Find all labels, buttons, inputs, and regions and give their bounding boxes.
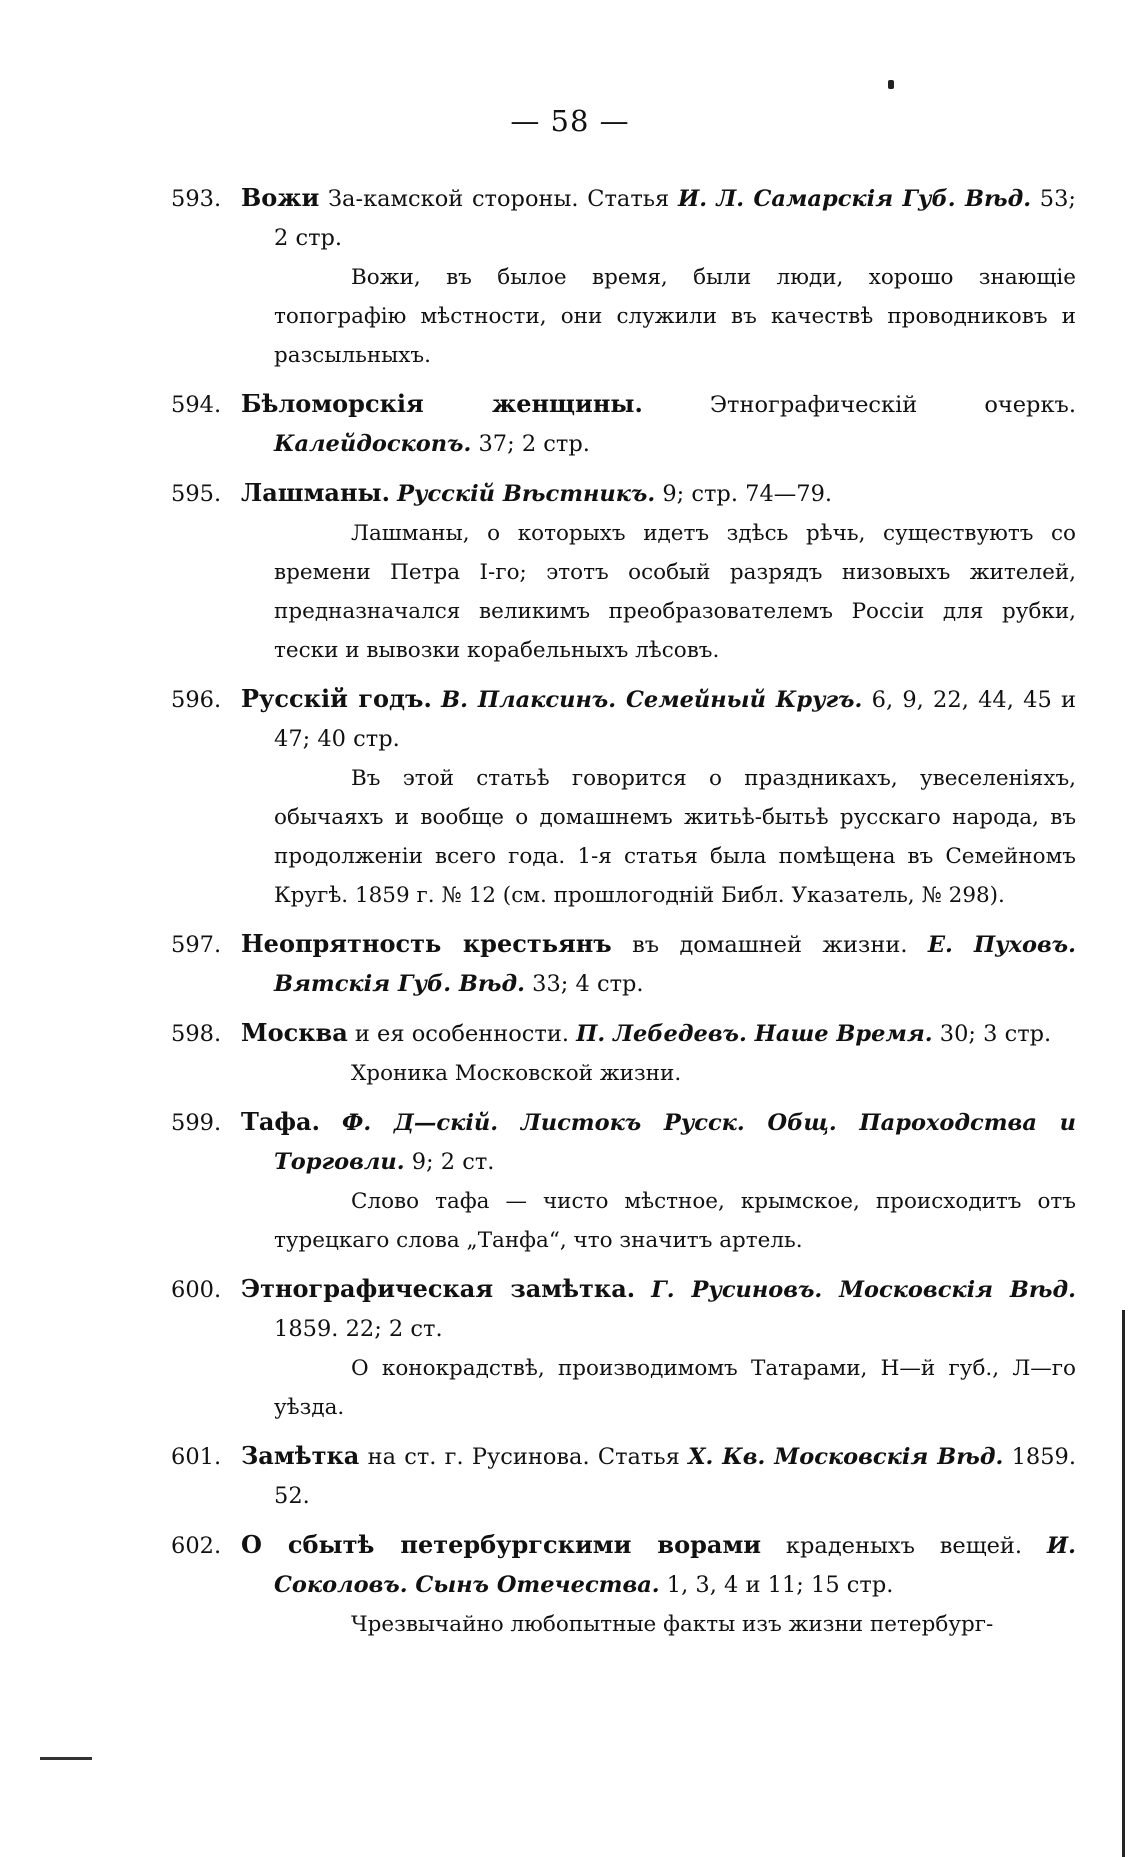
entry-number: 594. [171,392,222,418]
entry-source: Х. Кв. Московскія Вѣд. [688,1444,1004,1470]
entry-text [320,1110,342,1136]
entry-title: Бѣломорскія женщины. [241,389,643,418]
entry-text: краденыхъ вещей. [761,1533,1047,1559]
entry-title: О сбытѣ петербургскими ворами [241,1530,762,1559]
entry-details: 30; 3 стр. [932,1021,1052,1047]
entry-title: Вожи [241,183,320,212]
entry-number: 602. [171,1533,222,1559]
entry-text: на ст. г. Русинова. Статья [359,1444,689,1470]
entry-number: 597. [171,932,222,958]
entry-details: 1859. 22; 2 ст. [274,1316,443,1342]
scan-corner-mark [40,1757,92,1760]
entry-source: Ф. Д—скій. Листокъ Русск. Общ. Пароходства и Торговли. [274,1110,1076,1175]
entry-citation [171,1436,1076,1516]
entry-citation [171,473,1076,514]
entry-source: И. Л. Самарскія Губ. Вѣд. [677,186,1032,212]
entry-annotation: Хроника Московской жизни. [351,1061,682,1086]
entry-citation [171,924,1076,1004]
entry-citation [171,1269,1076,1349]
entry-number: 600. [171,1277,222,1303]
entry-source: П. Лебедевъ. Наше Время. [576,1021,933,1047]
entry-annotation: О конокрадствѣ, производимомъ Татарами, Н—й губ., Л—го уѣзда. [274,1356,1076,1420]
entry-source: В. Плаксинъ. Семейный Кругъ. [441,687,863,713]
entry-title: Лашманы. [241,478,390,507]
scan-edge-rule [1122,1310,1125,1857]
entry-details: 9; стр. 74—79. [655,481,833,507]
entry-number: 596. [171,687,222,713]
entry-title: Неопрятность крестьянъ [241,929,612,958]
entry-source: Русскій Вѣстникъ. [397,481,656,507]
entry-details: 53; 2 стр. [274,186,1076,251]
entry-text: Этнографическій очеркъ. [642,392,1076,418]
entry-source: Калейдоскопъ. [274,431,472,457]
entry-citation [171,384,1076,464]
bibliography-entry [171,384,1076,464]
entry-annotation: Чрезвычайно любопытные факты изъ жизни петербург- [351,1612,994,1637]
entry-number: 601. [171,1444,222,1470]
entry-number: 598. [171,1021,222,1047]
entry-details: 1859. 52. [274,1444,1076,1509]
ink-speck [888,80,894,89]
bibliography-entry [171,1013,1076,1093]
bibliography-entry [171,473,1076,670]
entry-annotation: Слово тафа — чисто мѣстное, крымское, происходитъ отъ турецкаго слова „Танфа“, что значитъ артель. [274,1189,1076,1253]
entry-title: Этнографическая замѣтка. [241,1274,636,1303]
entry-details: 37; 2 стр. [471,431,590,457]
bibliography-entry [171,1102,1076,1260]
entry-citation [171,178,1076,258]
entry-source: Е. Пуховъ. Вятскія Губ. Вѣд. [274,932,1076,997]
entry-citation [171,1013,1076,1054]
entry-text: въ домашней жизни. [611,932,928,958]
entry-title: Тафа. [241,1107,320,1136]
entry-number: 595. [171,481,222,507]
entry-details: 6, 9, 22, 44, 45 и 47; 40 стр. [274,687,1077,752]
entry-title: Замѣтка [241,1441,360,1470]
entry-citation [171,1525,1076,1605]
entry-text: За-камской стороны. Статья [319,186,678,212]
entry-text [635,1277,651,1303]
entry-number: 593. [171,186,222,212]
entry-title: Москва [241,1018,348,1047]
page-number: — 58 — [510,104,630,138]
entry-details: 33; 4 стр. [524,971,644,997]
entry-details: 9; 2 ст. [404,1149,495,1175]
entry-details: 1, 3, 4 и 11; 15 стр. [659,1572,894,1598]
entry-annotation: Въ этой статьѣ говорится о праздникахъ, увеселеніяхъ, обычаяхъ и вообще о домашнемъ житьѣ-бытьѣ русскаго народа, въ продолженіи всего года. 1-я статья была помѣщена въ Семейномъ Кругѣ. 1859 г. № 12 (см. прошлогодній Библ. Указатель, № 298). [274,766,1076,908]
entry-text: и ея особенности. [347,1021,577,1047]
entry-list [171,178,1076,1653]
entry-citation [171,1102,1076,1182]
bibliography-entry [171,1269,1076,1427]
bibliography-entry [171,924,1076,1004]
entry-text [432,687,441,713]
entry-number: 599. [171,1110,222,1136]
entry-source: И. Соколовъ. Сынъ Отечества. [274,1533,1077,1598]
entry-source: Г. Русиновъ. Московскія Вѣд. [651,1277,1077,1303]
bibliography-entry [171,1436,1076,1516]
bibliography-entry [171,178,1076,375]
entry-annotation: Вожи, въ былое время, были люди, хорошо знающіе топографію мѣстности, они служили въ качествѣ проводниковъ и разсыльныхъ. [274,265,1076,368]
bibliography-entry [171,679,1076,915]
entry-citation [171,679,1076,759]
bibliography-entry [171,1525,1076,1644]
entry-title: Русскій годъ. [241,684,432,713]
entry-annotation: Лашманы, о которыхъ идетъ здѣсь рѣчь, существуютъ со времени Петра І-го; этотъ особый разрядъ низовыхъ жителей, предназначался великимъ преобразователемъ Россіи для рубки, тески и вывозки корабельныхъ лѣсовъ. [274,521,1076,663]
